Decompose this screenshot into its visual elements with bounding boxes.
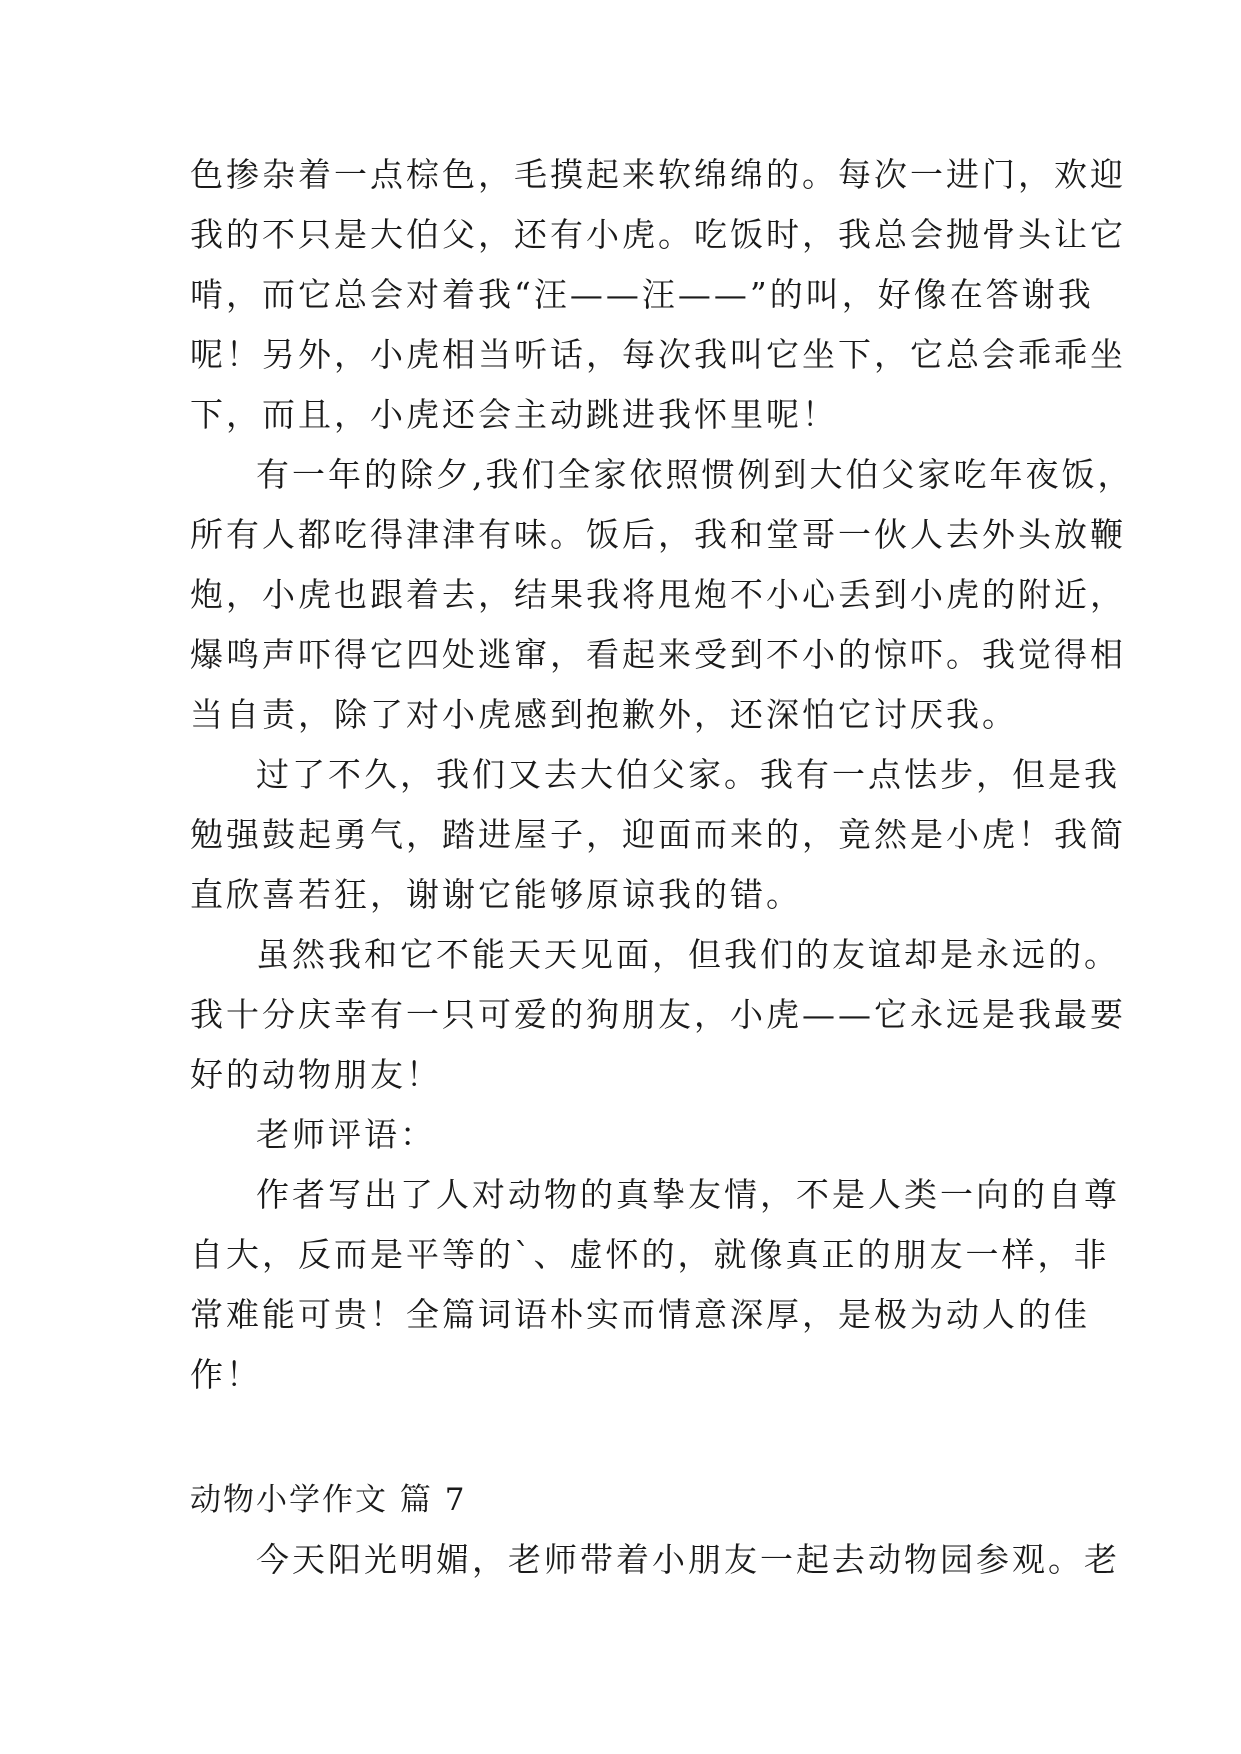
text-line: 呢！另外，小虎相当听话，每次我叫它坐下，它总会乖乖坐 <box>190 335 1126 374</box>
text-line: 直欣喜若狂，谢谢它能够原谅我的错。 <box>190 875 802 914</box>
paragraph-start: 过了不久，我们又去大伯父家。我有一点怯步，但是我 <box>256 755 1120 794</box>
text-line: 下，而且，小虎还会主动跳进我怀里呢！ <box>190 395 838 434</box>
text-line: 勉强鼓起勇气，踏进屋子，迎面而来的，竟然是小虎！我简 <box>190 815 1126 854</box>
section-heading: 动物小学作文 篇 7 <box>190 1482 467 1518</box>
paragraph-start: 虽然我和它不能天天见面，但我们的友谊却是永远的。 <box>256 935 1120 974</box>
paragraph-start: 作者写出了人对动物的真挚友情，不是人类一向的自尊 <box>256 1175 1120 1214</box>
text-line: 色掺杂着一点棕色，毛摸起来软绵绵的。每次一进门，欢迎 <box>190 155 1126 194</box>
text-line: 自大，反而是平等的`、虚怀的，就像真正的朋友一样，非 <box>190 1235 1110 1274</box>
text-line: 当自责，除了对小虎感到抱歉外，还深怕它讨厌我。 <box>190 695 1018 734</box>
text-line: 好的动物朋友！ <box>190 1055 442 1094</box>
text-line: 所有人都吃得津津有味。饭后，我和堂哥一伙人去外头放鞭 <box>190 515 1126 554</box>
paragraph-start: 有一年的除夕,我们全家依照惯例到大伯父家吃年夜饭， <box>256 455 1134 494</box>
text-line: 常难能可贵！全篇词语朴实而情意深厚，是极为动人的佳 <box>190 1295 1090 1334</box>
text-line: 炮，小虎也跟着去，结果我将甩炮不小心丢到小虎的附近， <box>190 575 1126 614</box>
text-line: 我的不只是大伯父，还有小虎。吃饭时，我总会抛骨头让它 <box>190 215 1126 254</box>
text-line: 爆鸣声吓得它四处逃窜，看起来受到不小的惊吓。我觉得相 <box>190 635 1126 674</box>
comment-label: 老师评语： <box>256 1115 436 1154</box>
text-line: 我十分庆幸有一只可爱的狗朋友，小虎——它永远是我最要 <box>190 995 1126 1034</box>
text-line: 啃，而它总会对着我“汪——汪——”的叫，好像在答谢我 <box>190 275 1094 314</box>
paragraph-start: 今天阳光明媚，老师带着小朋友一起去动物园参观。老 <box>256 1540 1120 1579</box>
text-line: 作！ <box>190 1355 262 1394</box>
